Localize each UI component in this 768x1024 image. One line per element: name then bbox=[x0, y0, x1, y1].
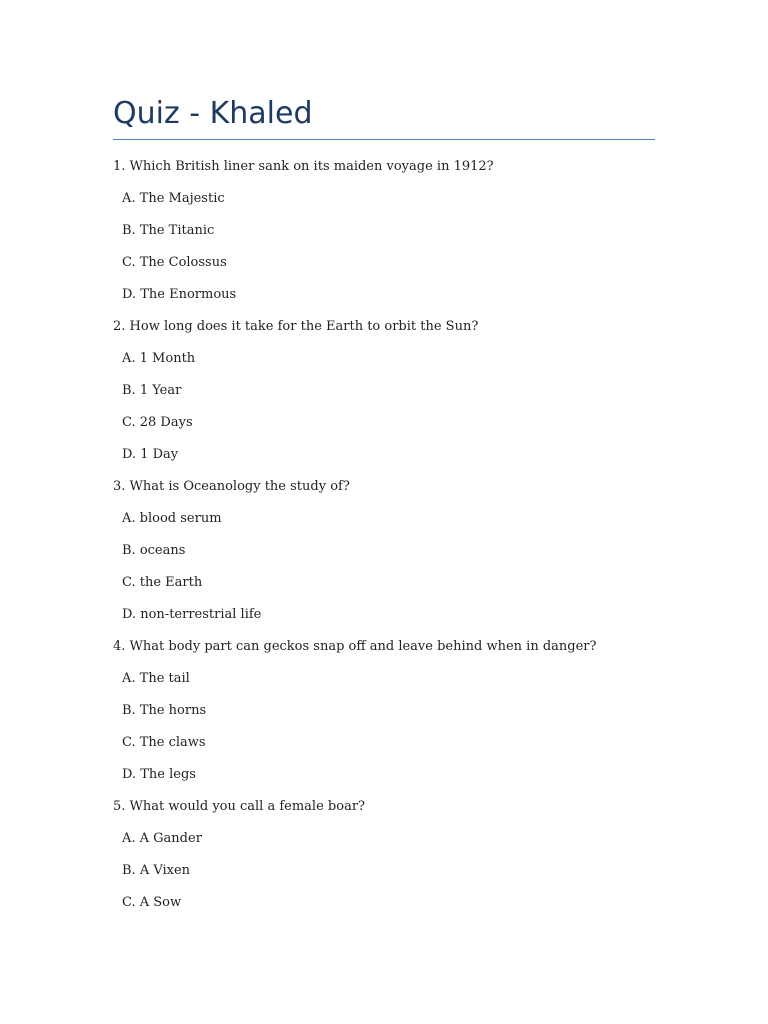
title-divider bbox=[113, 139, 655, 140]
answer-option: A. The tail bbox=[122, 671, 190, 686]
answer-option: C. A Sow bbox=[122, 895, 182, 910]
answer-option: D. non-terrestrial life bbox=[122, 607, 262, 622]
answer-option: D. The legs bbox=[122, 767, 196, 782]
answer-option: D. The Enormous bbox=[122, 287, 237, 302]
answer-option: B. The horns bbox=[122, 703, 207, 718]
answer-option: B. A Vixen bbox=[122, 863, 191, 878]
quiz-list bbox=[113, 159, 655, 927]
answer-option: A. 1 Month bbox=[122, 351, 196, 366]
document-page bbox=[113, 95, 655, 927]
answer-option: B. 1 Year bbox=[122, 383, 182, 398]
answer-option: B. oceans bbox=[122, 543, 186, 558]
question-text: 2. How long does it take for the Earth to orbit the Sun? bbox=[113, 319, 479, 334]
answer-option: A. A Gander bbox=[122, 831, 202, 846]
document-title: Quiz - Khaled bbox=[113, 96, 313, 131]
question-text: 3. What is Oceanology the study of? bbox=[113, 479, 350, 494]
answer-option: C. The claws bbox=[122, 735, 206, 750]
answer-option: A. The Majestic bbox=[122, 191, 225, 206]
question-text: 4. What body part can geckos snap off and leave behind when in danger? bbox=[113, 639, 597, 654]
answer-option: C. 28 Days bbox=[122, 415, 193, 430]
answer-option: C. The Colossus bbox=[122, 255, 227, 270]
question-text: 5. What would you call a female boar? bbox=[113, 799, 366, 814]
answer-option: B. The Titanic bbox=[122, 223, 215, 238]
answer-option: C. the Earth bbox=[122, 575, 203, 590]
question-text: 1. Which British liner sank on its maiden voyage in 1912? bbox=[113, 159, 494, 174]
answer-option: A. blood serum bbox=[122, 511, 222, 526]
answer-option: D. 1 Day bbox=[122, 447, 179, 462]
